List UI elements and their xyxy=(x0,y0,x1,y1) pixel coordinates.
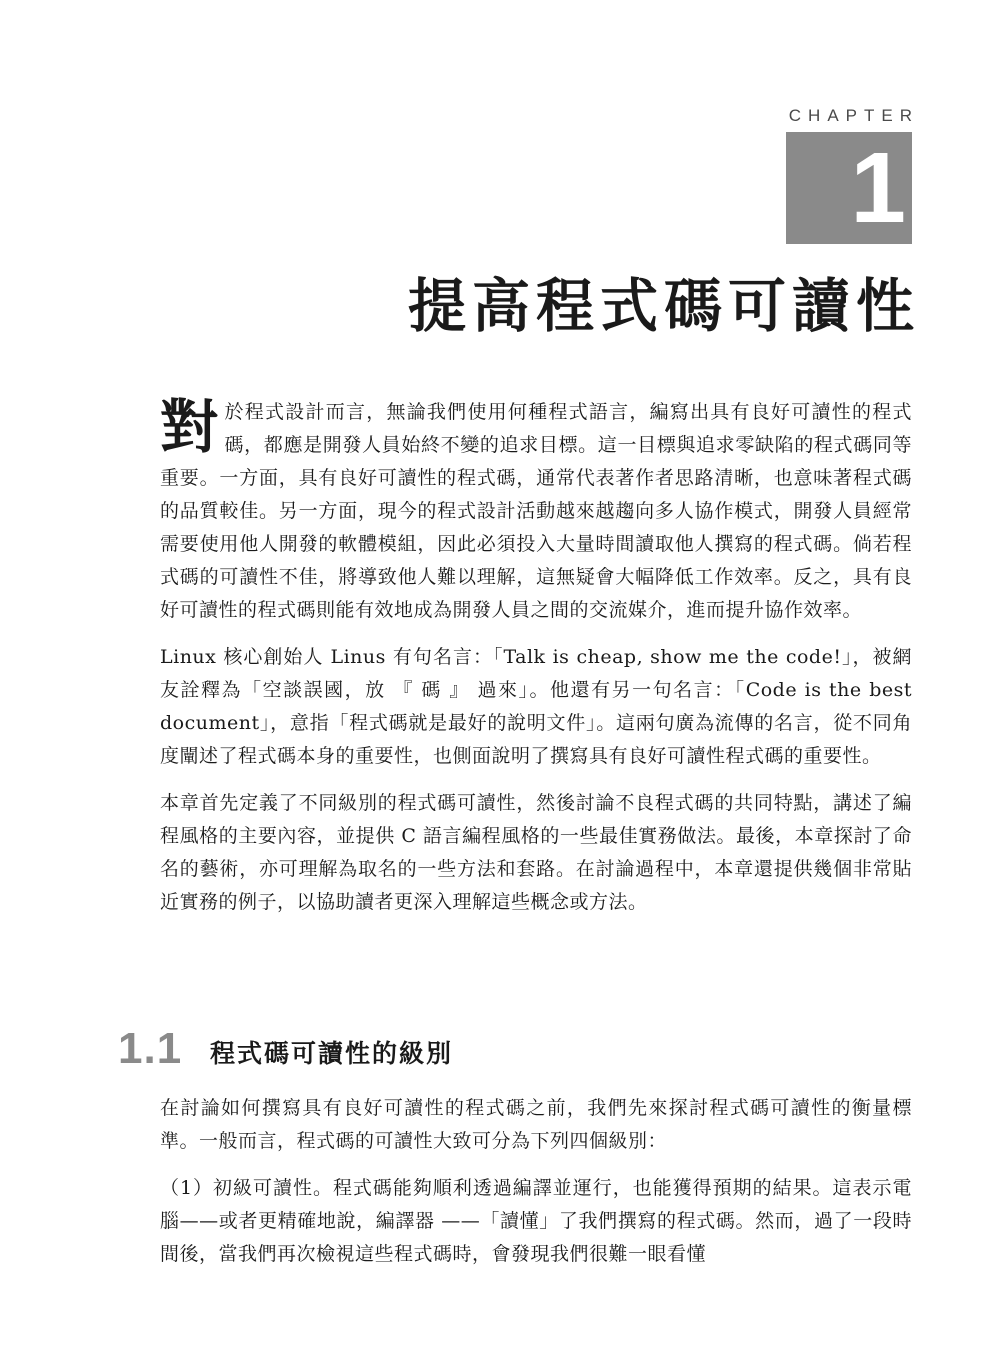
intro-body xyxy=(160,393,912,933)
drop-cap: 對 xyxy=(160,393,219,461)
chapter-number: 1 xyxy=(850,132,906,244)
intro-paragraph-1-text: 於程式設計而言，無論我們使用何種程式語言，編寫出具有良好可讀性的程式碼，都應是開發人員始終不變的追求目標。這一目標與追求零缺陷的程式碼同等重要。一方面，具有良好可讀性的程式碼，通常代表著作者思路清晰，也意味著程式碼的品質較佳。另一方面，現今的程式設計活動越來越趨向多人協作模式，開發人員經常需要使用他人開發的軟體模組，因此必須投入大量時間讀取他人撰寫的程式碼。倘若程式碼的可讀性不佳，將導致他人難以理解，這無疑會大幅降低工作效率。反之，具有良好可讀性的程式碼則能有效地成為開發人員之間的交流媒介，進而提升協作效率。 xyxy=(160,401,912,621)
intro-paragraph-2: Linux 核心創始人 Linus 有句名言：「Talk is cheap, show me the code!」，被網友詮釋為「空談誤國，放 『 碼 』 過來」。他還有另一句名言：「Code is the best document」，意指「程式碼就是最好的說明文件」。這兩句廣為流傳的名言，從不同角度闡述了程式碼本身的重要性，也側面說明了撰寫具有良好可讀性程式碼的重要性。 xyxy=(160,646,912,767)
intro-paragraph-1 xyxy=(160,393,912,627)
section-paragraph-2: （1）初級可讀性。程式碼能夠順利透過編譯並運行，也能獲得預期的結果。這表示電腦——或者更精確地說，編譯器 ——「讀懂」了我們撰寫的程式碼。然而，過了一段時間後，當我們再次檢視這些程式碼時，會發現我們很難一眼看懂 xyxy=(160,1177,912,1265)
chapter-title: 提高程式碼可讀性 xyxy=(407,272,920,340)
chapter-label: CHAPTER xyxy=(788,106,919,125)
chapter-number-box xyxy=(786,132,912,244)
section-paragraph-1: 在討論如何撰寫具有良好可讀性的程式碼之前，我們先來探討程式碼可讀性的衡量標準。一般而言，程式碼的可讀性大致可分為下列四個級別： xyxy=(160,1097,912,1152)
section-body xyxy=(160,1092,912,1285)
section-number: 1.1 xyxy=(118,1024,183,1073)
intro-paragraph-3: 本章首先定義了不同級別的程式碼可讀性，然後討論不良程式碼的共同特點，講述了編程風格的主要內容，並提供 C 語言編程風格的一些最佳實務做法。最後，本章探討了命名的藝術，亦可理解為取名的一些方法和套路。在討論過程中，本章還提供幾個非常貼近實務的例子，以協助讀者更深入理解這些概念或方法。 xyxy=(160,792,912,913)
section-title: 程式碼可讀性的級別 xyxy=(210,1039,454,1068)
